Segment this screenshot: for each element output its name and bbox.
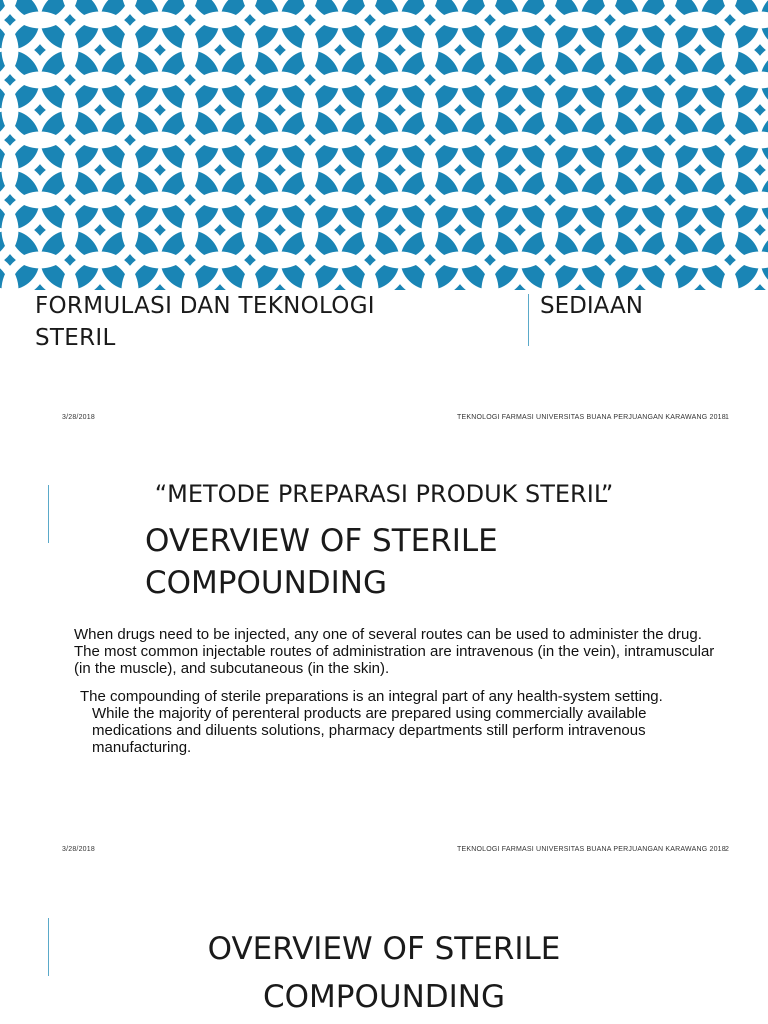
slide2-title-line2: COMPOUNDING (145, 565, 387, 601)
slide2-paragraph2-rest: While the majority of perenteral products are prepared using commercially available medications and diluents solutions, pharmacy departments still perform intravenous manufacturing. (92, 705, 647, 756)
slide2-paragraph2-first: The compounding of sterile preparations is an integral part of any health-system setting. (80, 688, 663, 705)
slide1-title-right: SEDIAAN (540, 293, 643, 319)
slide1-title-line2: STERIL (35, 325, 116, 351)
slide3-title-line1: OVERVIEW OF STERILE (207, 931, 561, 967)
slide2-title (145, 520, 498, 604)
slide1-footer-date: 3/28/2018 (62, 414, 95, 421)
slide2-footer-text: TEKNOLOGI FARMASI UNIVERSITAS BUANA PERJUANGAN KARAWANG 2018 (457, 846, 726, 853)
slide1-page-number: 1 (725, 414, 730, 421)
slide1-divider (528, 294, 529, 346)
slide3-title-line2: COMPOUNDING (263, 979, 505, 1015)
slide2-paragraph2 (80, 688, 720, 756)
slide2-footer-date: 3/28/2018 (62, 846, 95, 853)
circle-pattern-graphic (0, 0, 768, 290)
slide3-title (0, 925, 768, 1021)
slide2-page-number: 2 (725, 846, 730, 853)
decorative-banner (0, 0, 768, 290)
slide1-title-line1: FORMULASI DAN TEKNOLOGI (35, 293, 375, 319)
slide2-title-line1: OVERVIEW OF STERILE (145, 523, 498, 559)
slide2-paragraph1: When drugs need to be injected, any one of several routes can be used to administer the drug. The most common injectable routes of administration are intravenous (in the vein), intramuscular (in the muscle), and subcutaneous (in the skin). (74, 626, 715, 677)
slide1-footer-text: TEKNOLOGI FARMASI UNIVERSITAS BUANA PERJUANGAN KARAWANG 2018 (457, 414, 726, 421)
slide1-title (35, 290, 375, 354)
slide2-subtitle: “METODE PREPARASI PRODUK STERIL” (154, 480, 614, 508)
